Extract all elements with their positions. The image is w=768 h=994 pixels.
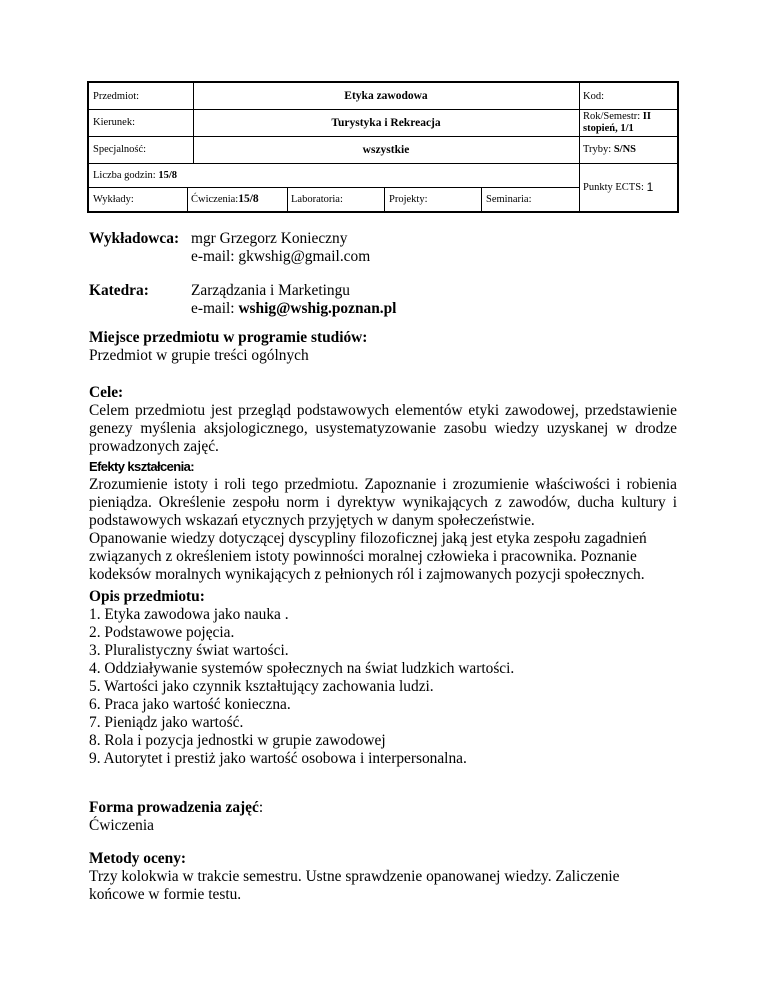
list-item: 4. Oddziaływanie systemów społecznych na świat ludzkich wartości. (89, 660, 515, 677)
tryby: Tryby: S/NS (583, 144, 637, 155)
punkty-ects: Punkty ECTS: 1 (583, 180, 654, 194)
list-item: 2. Podstawowe pojęcia. (89, 624, 235, 641)
kierunek-value: Turystyka i Rekreacja (331, 116, 441, 129)
department-name: Zarządzania i Marketingu (191, 282, 350, 299)
description-list (89, 606, 677, 768)
place-section (89, 329, 677, 365)
list-item: 3. Pluralistyczny świat wartości. (89, 642, 289, 659)
assessment-line2: końcowe w formie testu. (89, 886, 242, 903)
form-heading: Forma prowadzenia zajęć: (89, 799, 264, 816)
list-item: 8. Rola i pozycja jednostki w grupie zawodowej (89, 732, 386, 749)
kierunek-label: Kierunek: (93, 117, 135, 128)
place-text: Przedmiot w grupie treści ogólnych (89, 347, 309, 364)
specjalnosc-label: Specjalność: (93, 144, 147, 155)
course-name: Etyka zawodowa (344, 90, 428, 102)
outcomes-para1: Zrozumienie istoty i roli tego przedmiotu. Zapoznanie i zrozumienie właściwości i robienia pieniądza. Określenie zespołu norm i dyrektyw wynikających z zawodów, ducha kultury i podstawowych wskazań etycznych przyjętych w danym społeczeństwie. (89, 476, 677, 529)
goals-heading: Cele: (89, 384, 124, 401)
form-text: Ćwiczenia (89, 817, 154, 834)
description-heading: Opis przedmiotu: (89, 588, 205, 605)
department-email-line: e-mail: wshig@wshig.poznan.pl (191, 300, 397, 317)
lecturer-email: e-mail: gkwshig@gmail.com (191, 248, 371, 265)
liczba-godzin: Liczba godzin: 15/8 (93, 169, 177, 181)
list-item: 1. Etyka zawodowa jako nauka . (89, 606, 289, 623)
place-heading: Miejsce przedmiotu w programie studiów: (89, 329, 368, 346)
assessment-section (89, 850, 677, 904)
department-section (89, 282, 677, 318)
seminaria-label: Seminaria: (486, 193, 532, 205)
list-item: 5. Wartości jako czynnik kształtujący zachowania ludzi. (89, 678, 434, 695)
lecturer-label: Wykładowca: (89, 230, 180, 247)
outcomes-para2-line3: kodeksów moralnych wynikających z pełnionych ról i zajmowanych pozycji społecznych. (89, 566, 645, 583)
kod-label: Kod: (583, 90, 604, 102)
outcomes-para2-line2: związanych z określeniem istoty powinności moralnej człowieka i pracownika. Poznanie (89, 548, 637, 565)
laboratoria-label: Laboratoria: (291, 193, 343, 205)
rok-semestr: Rok/Semestr: II stopień, 1/1 (583, 111, 651, 134)
department-label: Katedra: (89, 282, 149, 299)
projekty-label: Projekty: (389, 193, 428, 205)
outcomes-para2-line1: Opanowanie wiedzy dotyczącej dyscypliny filozoficznej jaką jest etyka zespołu zagadnień (89, 530, 647, 547)
list-item: 6. Praca jako wartość konieczna. (89, 696, 291, 713)
list-item: 9. Autorytet i prestiż jako wartość osobowa i interpersonalna. (89, 750, 467, 767)
lecturer-name: mgr Grzegorz Konieczny (191, 230, 348, 247)
assessment-line1: Trzy kolokwia w trakcie semestru. Ustne sprawdzenie opanowanej wiedzy. Zaliczenie (89, 868, 620, 885)
outcomes-heading: Efekty kształcenia: (89, 459, 194, 474)
assessment-heading: Metody oceny: (89, 850, 187, 867)
cwiczenia: Ćwiczenia: 15/8 (191, 193, 259, 205)
specjalnosc-value: wszystkie (362, 143, 410, 156)
description-section (89, 588, 677, 768)
goals-section (89, 384, 677, 456)
wyklady-label: Wykłady: (93, 193, 134, 205)
course-header-table (87, 81, 679, 213)
goals-text: Celem przedmiotu jest przegląd podstawowych elementów etyki zawodowej, przedstawienie genezy myślenia aksjologicznego, usystematyzowanie zasobu wiedzy uzyskanej w drodze prowadzonych zajęć. (89, 402, 677, 455)
przedmiot-label: Przedmiot: (93, 90, 140, 102)
department-email[interactable]: wshig@wshig.poznan.pl (238, 300, 397, 317)
form-section (89, 799, 677, 835)
list-item: 7. Pieniądz jako wartość. (89, 714, 244, 731)
lecturer-section (89, 230, 677, 266)
outcomes-section (89, 458, 677, 584)
